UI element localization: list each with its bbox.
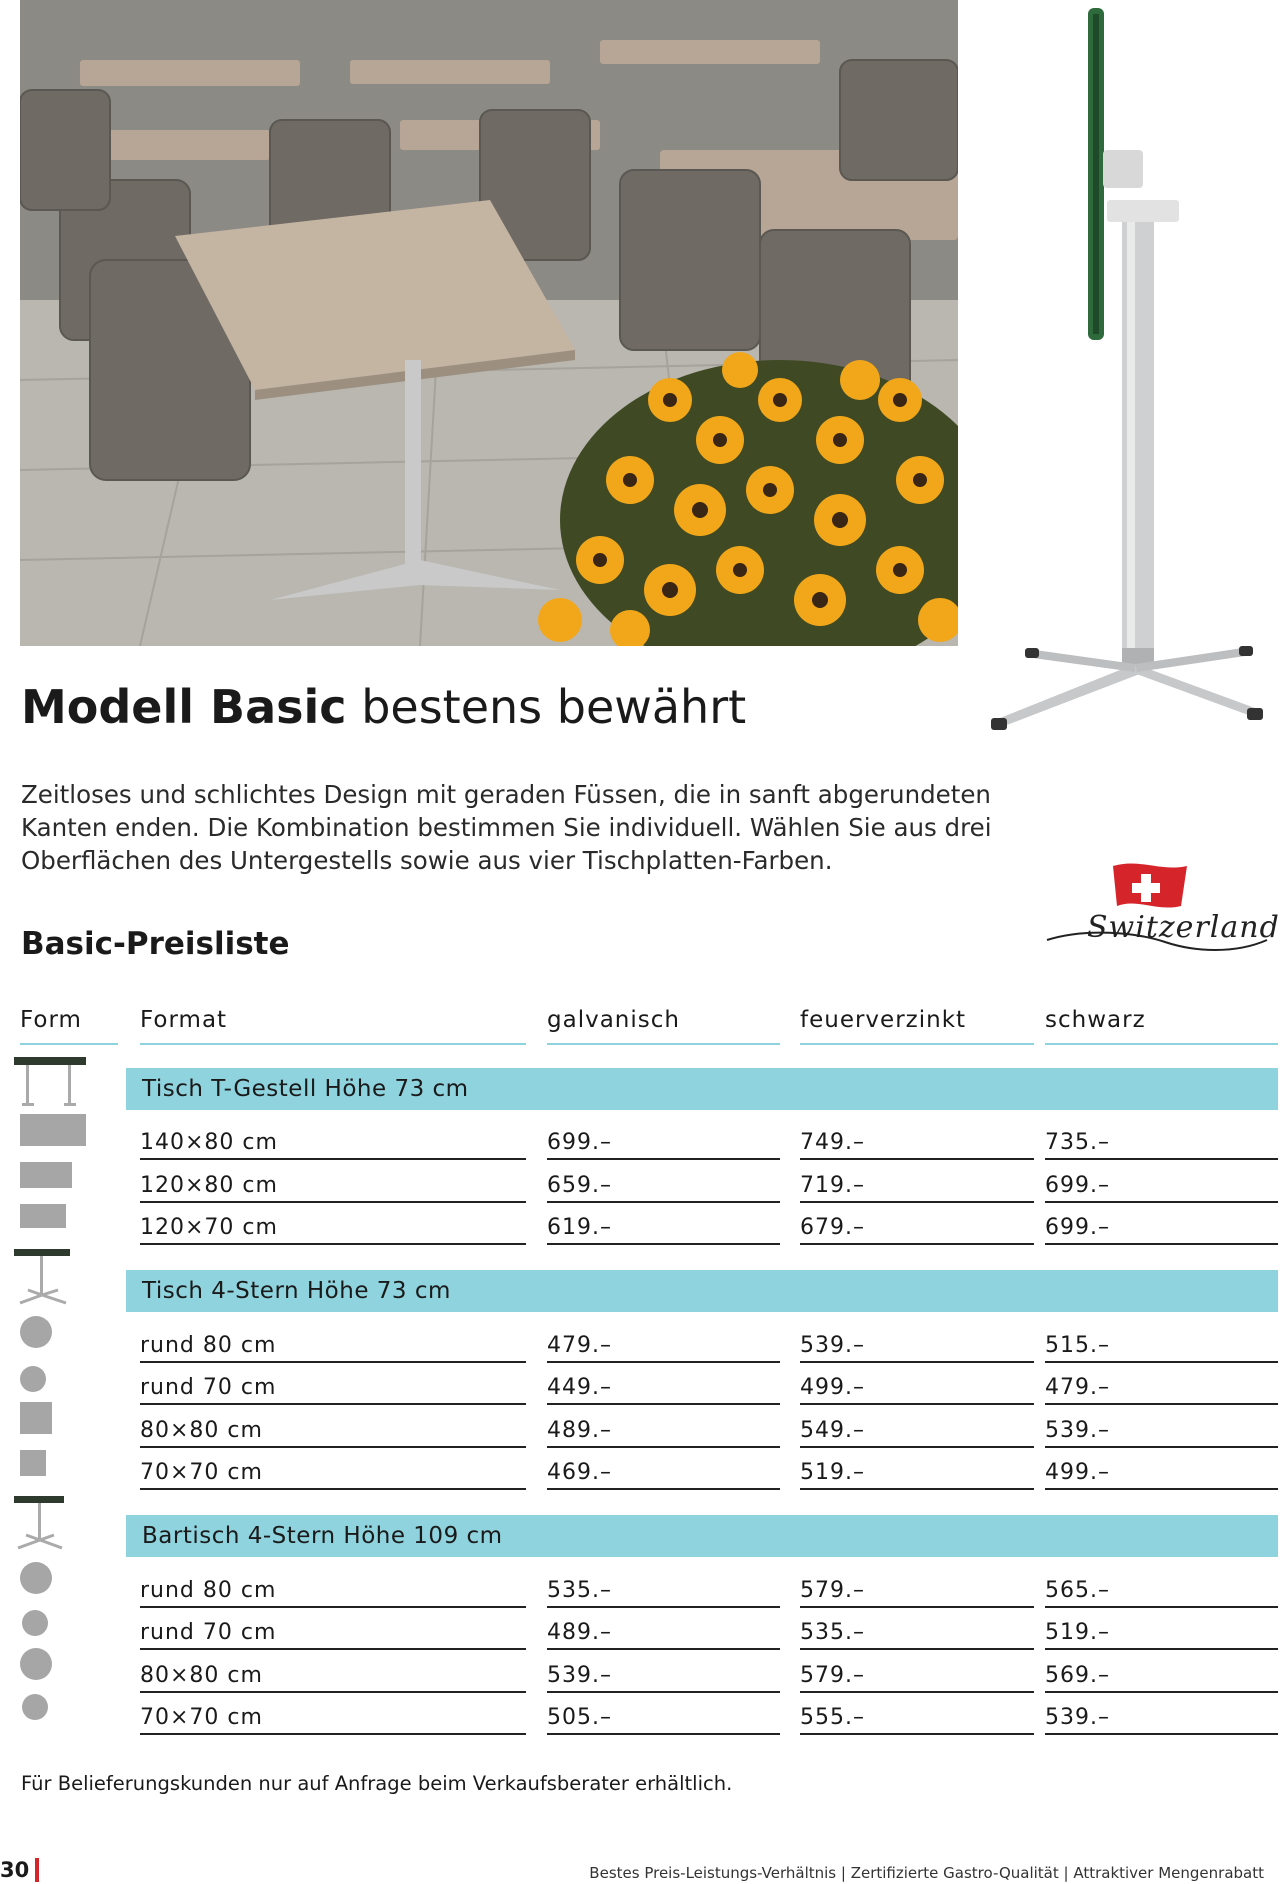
cell-feuerverzinkt: 539.–: [800, 1325, 1034, 1363]
cell-feuerverzinkt: 579.–: [800, 1655, 1034, 1693]
cell-schwarz: 699.–: [1045, 1165, 1278, 1203]
table-row: [0, 1165, 1280, 1207]
cell-feuerverzinkt: 519.–: [800, 1452, 1034, 1490]
title-model-name: Modell Basic: [21, 680, 347, 734]
cell-format: 120×80 cm: [140, 1165, 526, 1203]
intro-paragraph: Zeitloses und schlichtes Design mit geraden Füssen, die in sanft abgerundeten Kanten enden. Die Kombination bestimmen Sie individuell. Wählen Sie aus drei Oberflächen des Untergestells sowie aus vier Tischplatten-Farben.: [21, 780, 992, 875]
section-title: Tisch T-Gestell Höhe 73 cm: [142, 1076, 469, 1102]
cell-galvanisch: 489.–: [547, 1410, 780, 1448]
header-format: Format: [140, 1005, 526, 1045]
cell-format: rund 70 cm: [140, 1367, 526, 1405]
header-feuerverzinkt: feuerverzinkt: [800, 1005, 1034, 1045]
page-number: 30: [0, 1858, 30, 1882]
table-row: [0, 1612, 1280, 1654]
hero-photo: [20, 0, 958, 646]
cell-feuerverzinkt: 555.–: [800, 1697, 1034, 1735]
table-row: [0, 1122, 1280, 1164]
table-row: [0, 1655, 1280, 1697]
footer-tagline: Bestes Preis-Leistungs-Verhältnis | Zertifizierte Gastro-Qualität | Attraktiver Mengenrabatt: [589, 1864, 1264, 1882]
table-row: [0, 1697, 1280, 1739]
cell-format: 70×70 cm: [140, 1697, 526, 1735]
cell-format: 140×80 cm: [140, 1122, 526, 1160]
cell-feuerverzinkt: 535.–: [800, 1612, 1034, 1650]
cell-feuerverzinkt: 679.–: [800, 1207, 1034, 1245]
cell-format: rund 70 cm: [140, 1612, 526, 1650]
table-row: [0, 1410, 1280, 1452]
table-row: [0, 1570, 1280, 1612]
cell-galvanisch: 659.–: [547, 1165, 780, 1203]
cell-galvanisch: 619.–: [547, 1207, 780, 1245]
header-form: Form: [20, 1005, 118, 1045]
cell-galvanisch: 539.–: [547, 1655, 780, 1693]
cell-feuerverzinkt: 579.–: [800, 1570, 1034, 1608]
cell-galvanisch: 449.–: [547, 1367, 780, 1405]
cell-feuerverzinkt: 499.–: [800, 1367, 1034, 1405]
cell-galvanisch: 505.–: [547, 1697, 780, 1735]
page-title: [21, 680, 746, 734]
switzerland-logo: [1045, 858, 1280, 968]
t-frame-table-icon: [12, 1053, 88, 1113]
table-row: [0, 1207, 1280, 1249]
cell-schwarz: 569.–: [1045, 1655, 1278, 1693]
cell-galvanisch: 469.–: [547, 1452, 780, 1490]
cell-format: 120×70 cm: [140, 1207, 526, 1245]
cell-format: 80×80 cm: [140, 1410, 526, 1448]
footnote: Für Belieferungskunden nur auf Anfrage beim Verkaufsberater erhältlich.: [21, 1772, 733, 1795]
price-table-header: [0, 1005, 1280, 1047]
table-row: [0, 1325, 1280, 1367]
cell-schwarz: 735.–: [1045, 1122, 1278, 1160]
header-schwarz: schwarz: [1045, 1005, 1278, 1045]
four-star-table-icon: [12, 1245, 72, 1313]
cell-galvanisch: 489.–: [547, 1612, 780, 1650]
logo-text: Switzerland: [1087, 910, 1280, 945]
title-tagline: bestens bewährt: [346, 680, 747, 734]
cell-schwarz: 539.–: [1045, 1410, 1278, 1448]
cell-schwarz: 515.–: [1045, 1325, 1278, 1363]
header-galvanisch: galvanisch: [547, 1005, 780, 1045]
cell-feuerverzinkt: 719.–: [800, 1165, 1034, 1203]
section-title: Tisch 4-Stern Höhe 73 cm: [142, 1278, 451, 1304]
cell-galvanisch: 699.–: [547, 1122, 780, 1160]
cell-format: rund 80 cm: [140, 1570, 526, 1608]
bar-table-icon: [12, 1492, 68, 1558]
section-title: Bartisch 4-Stern Höhe 109 cm: [142, 1523, 503, 1549]
table-row: [0, 1452, 1280, 1494]
cell-feuerverzinkt: 549.–: [800, 1410, 1034, 1448]
price-list-title: Basic-Preisliste: [21, 926, 290, 962]
section-bar-t-frame: [126, 1068, 1278, 1110]
cell-schwarz: 479.–: [1045, 1367, 1278, 1405]
cell-schwarz: 699.–: [1045, 1207, 1278, 1245]
cell-schwarz: 499.–: [1045, 1452, 1278, 1490]
table-base-image: [985, 0, 1280, 740]
cell-schwarz: 565.–: [1045, 1570, 1278, 1608]
cell-schwarz: 539.–: [1045, 1697, 1278, 1735]
cell-format: 70×70 cm: [140, 1452, 526, 1490]
cell-format: rund 80 cm: [140, 1325, 526, 1363]
cell-feuerverzinkt: 749.–: [800, 1122, 1034, 1160]
section-bar-four-star: [126, 1270, 1278, 1312]
section-bar-bar-table: [126, 1515, 1278, 1557]
cell-schwarz: 519.–: [1045, 1612, 1278, 1650]
cell-galvanisch: 535.–: [547, 1570, 780, 1608]
table-row: [0, 1367, 1280, 1409]
cell-format: 80×80 cm: [140, 1655, 526, 1693]
cell-galvanisch: 479.–: [547, 1325, 780, 1363]
